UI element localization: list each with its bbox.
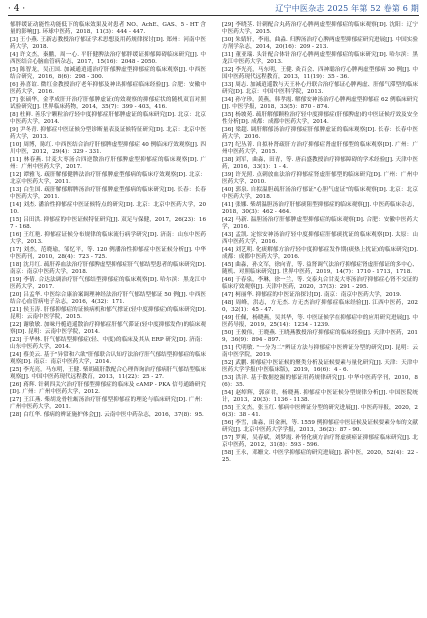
reference-entry: [14] 刘杰. 潘治性抑郁症中医证候特点的研究[D]. 北京：北京中医药大学，2010. xyxy=(10,202,206,216)
reference-entry: [45] 曲淼，孙文军，徐向青，等. 益肾调气法治疗抑郁症肾虚肝郁证的多中心、随机、对照临床研究[J]. 世界中医药，2019，14(7)：1710 - 1713，1718. xyxy=(222,262,418,276)
reference-entry: [42] 马新. 温胆汤治疗肝郁脾虚型抑郁症的临床观察[D]. 合肥：安徽中医药大学，2016. xyxy=(222,217,418,231)
reference-entry: [43] 孟凯. 定惊安神汤治疗轻中度抑郁症肝郁痰扰证的临床观察[D]. 太原：山西中医药大学，2016. xyxy=(222,232,418,246)
reference-entry: [21] 侯玉涛. 肝郁抑郁症的证候病机和郁气撑证(轻中度抑郁症)的临床研究[D]. 昆明：云南中医学院，2015. xyxy=(10,307,206,321)
reference-entry: [39] 许光照. 点刺放血法治疗抑郁症肾虚肝郁型的临床研究[D]. 广州：广州中医药大学，2010. xyxy=(222,172,418,186)
reference-entry: [44] 刘艺明. 化痰解郁方治疗轻中度抑郁症发作期(痰热上扰证)的临床研究[D]. 成都：成都中医药大学，2016. xyxy=(222,247,418,261)
reference-entry: [32] 李光亮，马东明，王健. 灸百会、四神聪治疗心脾两虚型郁病 30 例[J]. 中国中医药现代远程教育，2013，11(19)：35 - 36. xyxy=(222,67,418,81)
reference-entry: [57] 罗爽，吴春斌，刘梦霞. 补肾化痰方治疗肾虚痰瘀证抑郁症临床研究[J]. 北京中医药，2012，31(8)：593 - 596. xyxy=(222,434,418,448)
reference-entry: [34] 孙守珍，黄燕，韩孝霞. 解郁安神汤治疗心脾两虚型抑郁症 62 例临床研究[J]. 中医学报，2018，33(5)：870 - 874. xyxy=(222,97,418,111)
references-left-column xyxy=(10,22,206,420)
reference-entry: [12] 谭雅飞. 疏肝解郁健脾法治疗肝郁脾虚型郁病的临床疗效观察[D]. 北京：北京中医药大学，2011. xyxy=(10,172,206,186)
reference-entry: [26] 蒋辉. 针刺四关穴治疗肝郁型抑郁症的临床及 cAMP - PKA 信号通路研究[D]. 广州：广州中医药大学，2012. xyxy=(10,382,206,396)
reference-entry: [35] 杨坡苑. 疏肝解郁颗粒治疗轻中度抑郁症(肝郁脾虚)的中医证候疗效及安全性分析[D]. 成都：成都中医药大学，2014. xyxy=(222,112,418,126)
reference-entry: [15] 吕田洪. 抑郁症的中医证候特征研究[J]. 双足与保健，2017，26(23)：167 - 168. xyxy=(10,217,206,231)
reference-entry: [10] 周博，陈红. 中西医结合治疗肝郁脾虚型抑郁症 40 例临床疗效观察[J]. 四川中医，2012，29(4)：329 - 331. xyxy=(10,142,206,156)
journal-header: 辽宁中医杂志 2025 年第 52 卷第 6 期 xyxy=(275,4,419,13)
page-number: · 4 · xyxy=(8,4,26,14)
reference-entry: [29] 李晓茎. 针刺配合丸药治疗心脾两虚型抑郁症的临床观察[D]. 沈阳：辽宁中医药大学，2015. xyxy=(222,22,418,36)
reference-entry: [27] 王江燕. 柴胡龙骨牡蛎汤治疗肝郁型抑郁症的理论与临床研究[D]. 广州：广州中医药大学，2011. xyxy=(10,397,206,411)
reference-entry: [16] 王红艳. 抑郁症证候分布规律的临床流行病学研究[D]. 济南：山东中医药大学，2013. xyxy=(10,232,206,246)
reference-entry: [25] 李光亮，马东明，王健. 柴胡疏肝散配合心理咨询治疗郁病肝气郁结型临床观察[J]. 中国中医药现代远程教育，2013，11(22)：25 - 27. xyxy=(10,367,206,381)
reference-entry: [13] 白生国. 疏肝解郁解脾汤治疗肝郁脾虚型郁病的临床研究[D]. 长春：长春中医药大学，2011. xyxy=(10,187,206,201)
reference-entry: 郁胖缓证动能性功能低下的临床效果及对患者 NO、AchE、GAS、5 - HT 含量的影响[J]. 环球中医药，2018，11(3)：444 - 447. xyxy=(10,22,206,36)
reference-entry: [50] 王俊伟，王晓燕. 王晓燕教授治疗抑郁症的临床经验[J]. 天津中医药，2019，36(9)：894 - 897. xyxy=(222,329,418,343)
reference-entry: [38] 刘军，曲淼，田青，等. 唐启盛教授治疗抑郁障碍的学术经验[J]. 天津中医药，2016，33(1)：1 - 4. xyxy=(222,157,418,171)
header-rule xyxy=(8,15,419,16)
reference-entry: [24] 蔡美云. 基于"异常和六欲"肝郁联合认知疗法治疗肝气郁结型抑郁症的临床观察[D]. 南京：南京中医药大学，2014. xyxy=(10,352,206,366)
reference-entry: [31] 董亚瑞. 头针配合体针治疗心脾两虚型抑郁症的临床研究[D]. 哈尔滨：黑龙江中医药大学，2013. xyxy=(222,52,418,66)
reference-entry: [58] 王永，邓姗文. 中医学抑郁症的研究进展[J]. 新中医，2020，52(4)：22 - 25. xyxy=(222,449,418,463)
reference-entry: [18] 沈月红. 疏肝养血法治疗肝郁脾虚型抑郁症肝气郁结型患者的临床研究[D]. 南京：南京中医药大学，2018. xyxy=(10,262,206,276)
references-right-column xyxy=(222,22,418,465)
reference-entry: [11] 林春燕. 甘麦大枣汤合四逆散治疗肝郁脾虚型抑郁症的临床观察[D]. 广州：广州中医药大学，2017. xyxy=(10,157,206,171)
reference-entry: [40] 郭泉. 自拟温胆疏肝汤治疗郁证"心胆气虚证"的临床观察[D]. 北京：北京中医药大学，2018. xyxy=(222,187,418,201)
reference-entry: [8] 杜鲜. 善乐宁颗粒治疗轻中度抑郁症肝郁脾虚证的临床研究[D]. 北京：北京中医药大学，2014. xyxy=(10,112,206,126)
reference-entry: [36] 梁超. 调肝解郁汤治疗抑郁症肝郁脾虚证的临床观察[D]. 长春：长春中医药大学，2016. xyxy=(222,127,418,141)
reference-entry: [37] 纪丛菁. 自拟补肾疏肝方治疗抑郁症肾虚肝郁型的临床观察[D]. 广州：广州中医药大学，2015. xyxy=(222,142,418,156)
reference-entry: [17] 刘杰，范晓瑜，邹忆平，等. 120 例潘治性抑郁症中医证候分析[J]. 中华中医药刊，2010，28(4)：723 - 725. xyxy=(10,247,206,261)
reference-entry: [54] 赵绰辉，郭彦君，杨晓燕. 抑郁症中医证候分型规律分析[J]. 中国医院统计，2013，20(3)：1136 - 1138. xyxy=(222,389,418,403)
reference-entry: [53] 洪洋. 基于数据挖掘的郁证用药规律研究[J]. 中华中医药学刊，2010，8(6)：35. xyxy=(222,374,418,388)
reference-entry: [41] 张娜. 柴胡温胆汤治疗肝郁痰阻型抑郁症的临床观察[J]. 中医药临床杂志，2018，30(3)：462 - 464. xyxy=(222,202,418,216)
reference-entry: [9] 尹冬青. 抑郁症中医证候分型诊断量表及证候特征研究[D]. 北京：北京中医药大学，2013. xyxy=(10,127,206,141)
reference-entry: [19] 李倩. 合达法调治疗肝气郁结型抑郁症的临床观察[D]. 哈尔滨：黑龙江中医药大学，2017. xyxy=(10,277,206,291)
reference-entry: [52] 武鹏. 抑郁症中医证候的聚类分析及证候要素与量化研究[J]. 天津：天津中医药大学学报(中医临床版)，2019，16(6)：4 - 6. xyxy=(222,359,418,373)
reference-entry: [46] 于春泉，李琳，徐一兰，等. 交泰丸合甘麦大枣汤治疗抑郁症心肾不交证的临床疗效观察[J]. 天津中医药，2020，37(3)：291 - 295. xyxy=(222,277,418,291)
reference-entry: [23] 于华林. 肝气郁结型抑郁症(轻、中度)的临床及其从 ERP 研究[D]. 济南：山东中医药大学，2014. xyxy=(10,337,206,351)
reference-entry: [28] 白红华. 郁病的辨证施护体会[J]. 云南中医中药杂志，2016，37(8)：95. xyxy=(10,412,204,418)
reference-entry: [5] 陈智龙，吴正国. 加减通逍遥治疗肝郁脾虚型抑郁症的临床观察[J]. 中西医结合研究，2016，8(6)：298 - 300. xyxy=(10,67,206,81)
reference-entry: [55] 王文杰，张玉红. 郁病中医辨证分型的研究进展[J]. 中医药导报，2020，26(3)：38 - 41. xyxy=(222,404,418,418)
reference-entry: [30] 朱婧轩，李雨，曲淼. 归脾汤治疗心脾两虚型抑郁症研究进展[J]. 中国实验方剂学杂志，2014，20(16)：209 - 213. xyxy=(222,37,418,51)
reference-entry: [51] 代明敏. "一分为二"辨证方法与抑郁症中医辨证分型的研究[D]. 昆明：云南中医学院，2019. xyxy=(222,344,418,358)
reference-entry: [4] 许文杰，秦鹏，周一心. 平肝健脾法治疗郁胖缓证抑郁障碍临床研究[J]. 中西医结合心脑血管病杂志，2017，15(16)：2048 - 2050. xyxy=(10,52,206,66)
reference-entry: [48] 周峰，洪志，方无杰. 方无杰治疗抑郁症临床经验[J]. 江西中医药，2020，32(1)：45 - 47. xyxy=(222,299,418,313)
reference-entry: [3] 王小燕. 王新志教授治疗郁证学术思想及用药规律探讨[D]. 郑州：河南中医药大学，2018. xyxy=(10,37,206,51)
reference-entry: [20] 吕孟华. 中医综合康治案调理神经法治疗肝气郁结型郁证 50 例[J]. 中西医结合心血管病电子杂志，2016，4(32)：171. xyxy=(10,292,206,306)
reference-entry: [33] 周志. 加减逍遥散与天王补心丹联合治疗郁证心脾两虚、肝郁气滞型的临床研究[D]. 北京：中国中医科学院，2013. xyxy=(222,82,418,96)
reference-entry: [6] 孙喜谊. 微红金教授治疗老年抑郁及神出抑郁症临床经验[J]. 合肥：安徽中医药大学，2016. xyxy=(10,82,206,96)
reference-entry: [22] 谢敏敏. 加味丹栀逍遥散治疗抑郁症肝郁气滞证(轻中度抑郁发作)的临床观察[D]. 昆明：云南中医学院，2014. xyxy=(10,322,206,336)
reference-entry: [56] 李雪，曲淼，田金洲，等. 1559 例抑郁症中医证候及证候要素分布的文献研究[J]. 北京中医药大学学报，2013，36(2)：87 - 90. xyxy=(222,419,418,433)
reference-entry: [49] 任佩，杨晓燕，吴其华，等. 中医证候学在抑郁症中的应用研究进展[J]. 中医药导报，2019，25(14)：1234 - 1239. xyxy=(222,314,418,328)
reference-entry: [47] 柯丽华. 抑郁症的中医证治探讨[D]. 南京：南京中医药大学，2019. xyxy=(222,292,402,298)
reference-entry: [7] 张硕华，金孝成肝开治疗肝郁脾虚证(的效观察的抑郁症状的随机双盲对照试验研究[J]. 世界临床药物，2014，35(7)：399 - 403，416. xyxy=(10,97,206,111)
